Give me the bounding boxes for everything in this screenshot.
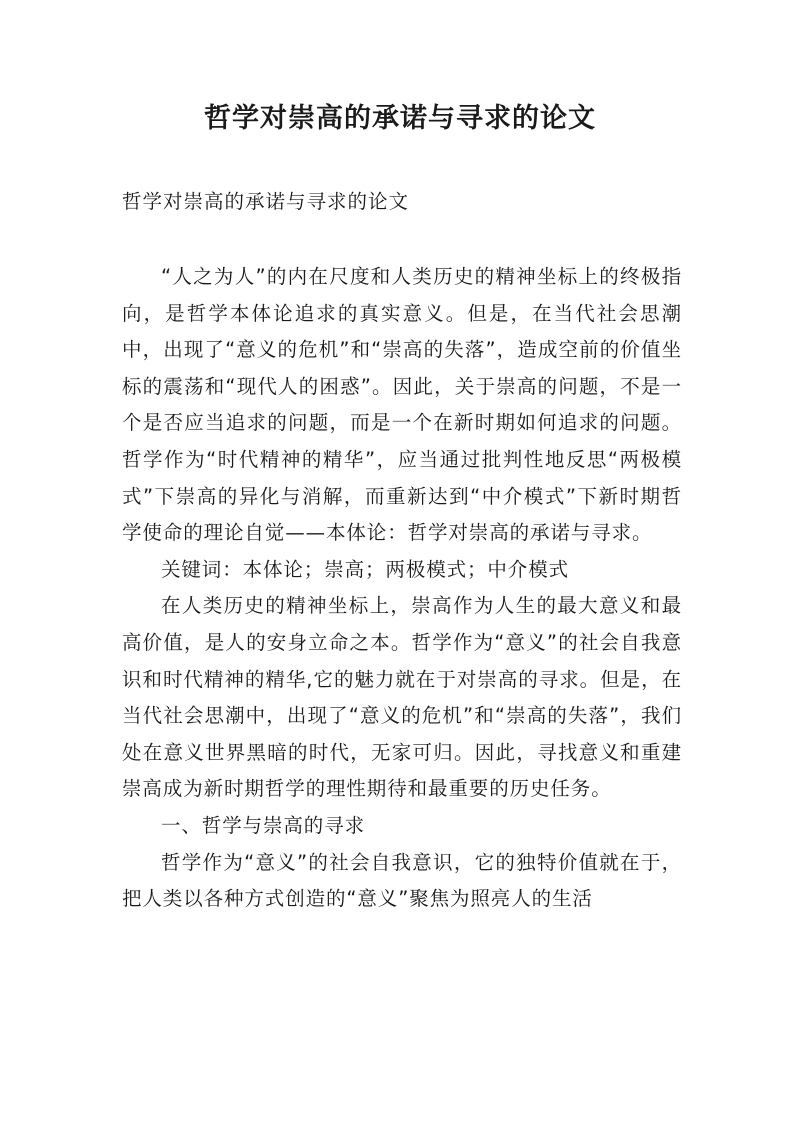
document-subtitle: 哲学对崇高的承诺与寻求的论文 bbox=[122, 190, 410, 213]
abstract-paragraph: “人之为人”的内在尺度和人类历史的精神坐标上的终极指向，是哲学本体论追求的真实意义。但是，在当代社会思潮中，出现了“意义的危机”和“崇高的失落”，造成空前的价值坐标的震荡和“现代人的困惑”。因此，关于崇高的问题，不是一个是否应当追求的问题，而是一个在新时期如何追求的问题。哲学作为“时代精神的精华”，应当通过批判性地反思“两极模式”下崇高的异化与消解，而重新达到“中介模式”下新时期哲学使命的理论自觉——本体论：哲学对崇高的承诺与寻求。 bbox=[122, 265, 682, 545]
section-paragraph: 哲学作为“意义”的社会自我意识，它的独特价值就在于，把人类以各种方式创造的“意义”聚焦为照亮人的生活 bbox=[122, 850, 682, 911]
keywords-paragraph: 关键词：本体论；崇高；两极模式；中介模式 bbox=[161, 557, 570, 581]
document-title: 哲学对崇高的承诺与寻求的论文 bbox=[204, 103, 596, 134]
section-heading: 一、哲学与崇高的寻求 bbox=[161, 813, 366, 837]
document-body bbox=[122, 259, 682, 918]
intro-paragraph: 在人类历史的精神坐标上，崇高作为人生的最大意义和最高价值，是人的安身立命之本。哲学作为“意义”的社会自我意识和时代精神的精华,它的魅力就在于对崇高的寻求。但是，在当代社会思潮中，出现了“意义的危机”和“崇高的失落”，我们处在意义世界黑暗的时代，无家可归。因此，寻找意义和重建崇高成为新时期哲学的理性期待和最重要的历史任务。 bbox=[122, 594, 682, 801]
